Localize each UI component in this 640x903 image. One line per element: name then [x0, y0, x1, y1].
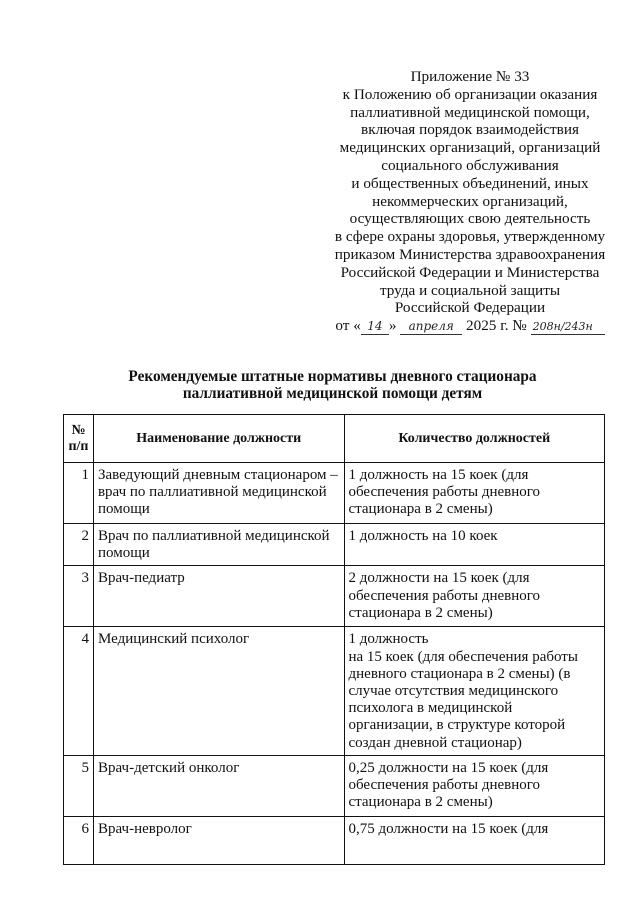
header-line: Российской Федерации	[394, 299, 546, 317]
header-line: осуществляющих свою деятельность	[349, 210, 591, 228]
position-count: 1 должность на 10 коек	[344, 524, 605, 566]
header-position: Наименование должности	[93, 415, 344, 463]
staffing-table	[63, 414, 605, 865]
header-line: и общественных объединений, иных	[351, 174, 589, 192]
table-row	[64, 816, 605, 864]
position-name: Заведующий дневным стационаром – врач по паллиативной медицинской помощи	[93, 463, 344, 524]
date-close-quote: »	[388, 317, 397, 335]
header-line: включая порядок взаимодействия	[361, 121, 579, 139]
title-line: Рекомендуемые штатные нормативы дневного стационара	[128, 368, 537, 385]
position-count: 0,75 должности на 15 коек (для	[344, 816, 605, 864]
position-name: Медицинский психолог	[93, 627, 344, 755]
header-line: медицинских организаций, организаций	[339, 139, 601, 157]
handwritten-day: 14	[361, 319, 389, 335]
row-number: 3	[64, 566, 94, 627]
position-count-first-line: 1 должность	[348, 631, 429, 648]
row-number: 5	[64, 755, 94, 816]
table-row	[64, 524, 605, 566]
row-number: 4	[64, 627, 94, 755]
date-year: 2025 г. №	[466, 317, 527, 335]
header-count: Количество должностей	[344, 415, 605, 463]
position-name: Врач-детский онколог	[93, 755, 344, 816]
row-number: 1	[64, 463, 94, 524]
date-prefix: от «	[335, 317, 361, 335]
header-line: Российской Федерации и Министерства	[340, 263, 600, 281]
header-line: к Положению об организации оказания	[342, 85, 598, 103]
title-line: паллиативной медицинской помощи детям	[182, 385, 483, 402]
header-line: приказом Министерства здравоохранения	[334, 245, 606, 263]
header-line: труда и социальной защиты	[379, 281, 561, 299]
table-row	[64, 463, 605, 524]
table-row	[64, 566, 605, 627]
table-row	[64, 755, 605, 816]
position-name: Врач-невролог	[93, 816, 344, 864]
header-line: социального обслуживания	[381, 156, 559, 174]
position-count: 0,25 должности на 15 коек (для обеспечения работы дневного стационара в 2 смены)	[344, 755, 605, 816]
table-row	[64, 627, 605, 755]
row-number: 6	[64, 816, 94, 864]
position-count: 2 должности на 15 коек (для обеспечения работы дневного стационара в 2 смены)	[344, 566, 605, 627]
position-name: Врач-педиатр	[93, 566, 344, 627]
document-title	[60, 368, 605, 402]
order-date-line	[325, 317, 615, 335]
header-line: Приложение № 33	[410, 68, 530, 85]
handwritten-month: апреля	[400, 319, 462, 335]
row-number: 2	[64, 524, 94, 566]
header-line: паллиативной медицинской помощи,	[350, 103, 590, 121]
position-name: Врач по паллиативной медицинской помощи	[93, 524, 344, 566]
table-header-row	[64, 415, 605, 463]
header-line: некоммерческих организаций,	[372, 192, 568, 210]
header-line: в сфере охраны здоровья, утвержденному	[334, 228, 606, 246]
header-number: № п/п	[64, 415, 94, 463]
position-count: на 15 коек (для обеспечения работы дневного стационара в 2 смены) (в случае отсутствия медицинского психолога в медицинской организации, в структуре которой создан дневной стационар)	[348, 648, 578, 751]
position-count-cell	[344, 627, 605, 755]
position-count: 1 должность на 15 коек (для обеспечения работы дневного стационара в 2 смены)	[344, 463, 605, 524]
handwritten-order-number: 208н/243н	[531, 319, 605, 335]
appendix-header	[325, 68, 615, 335]
